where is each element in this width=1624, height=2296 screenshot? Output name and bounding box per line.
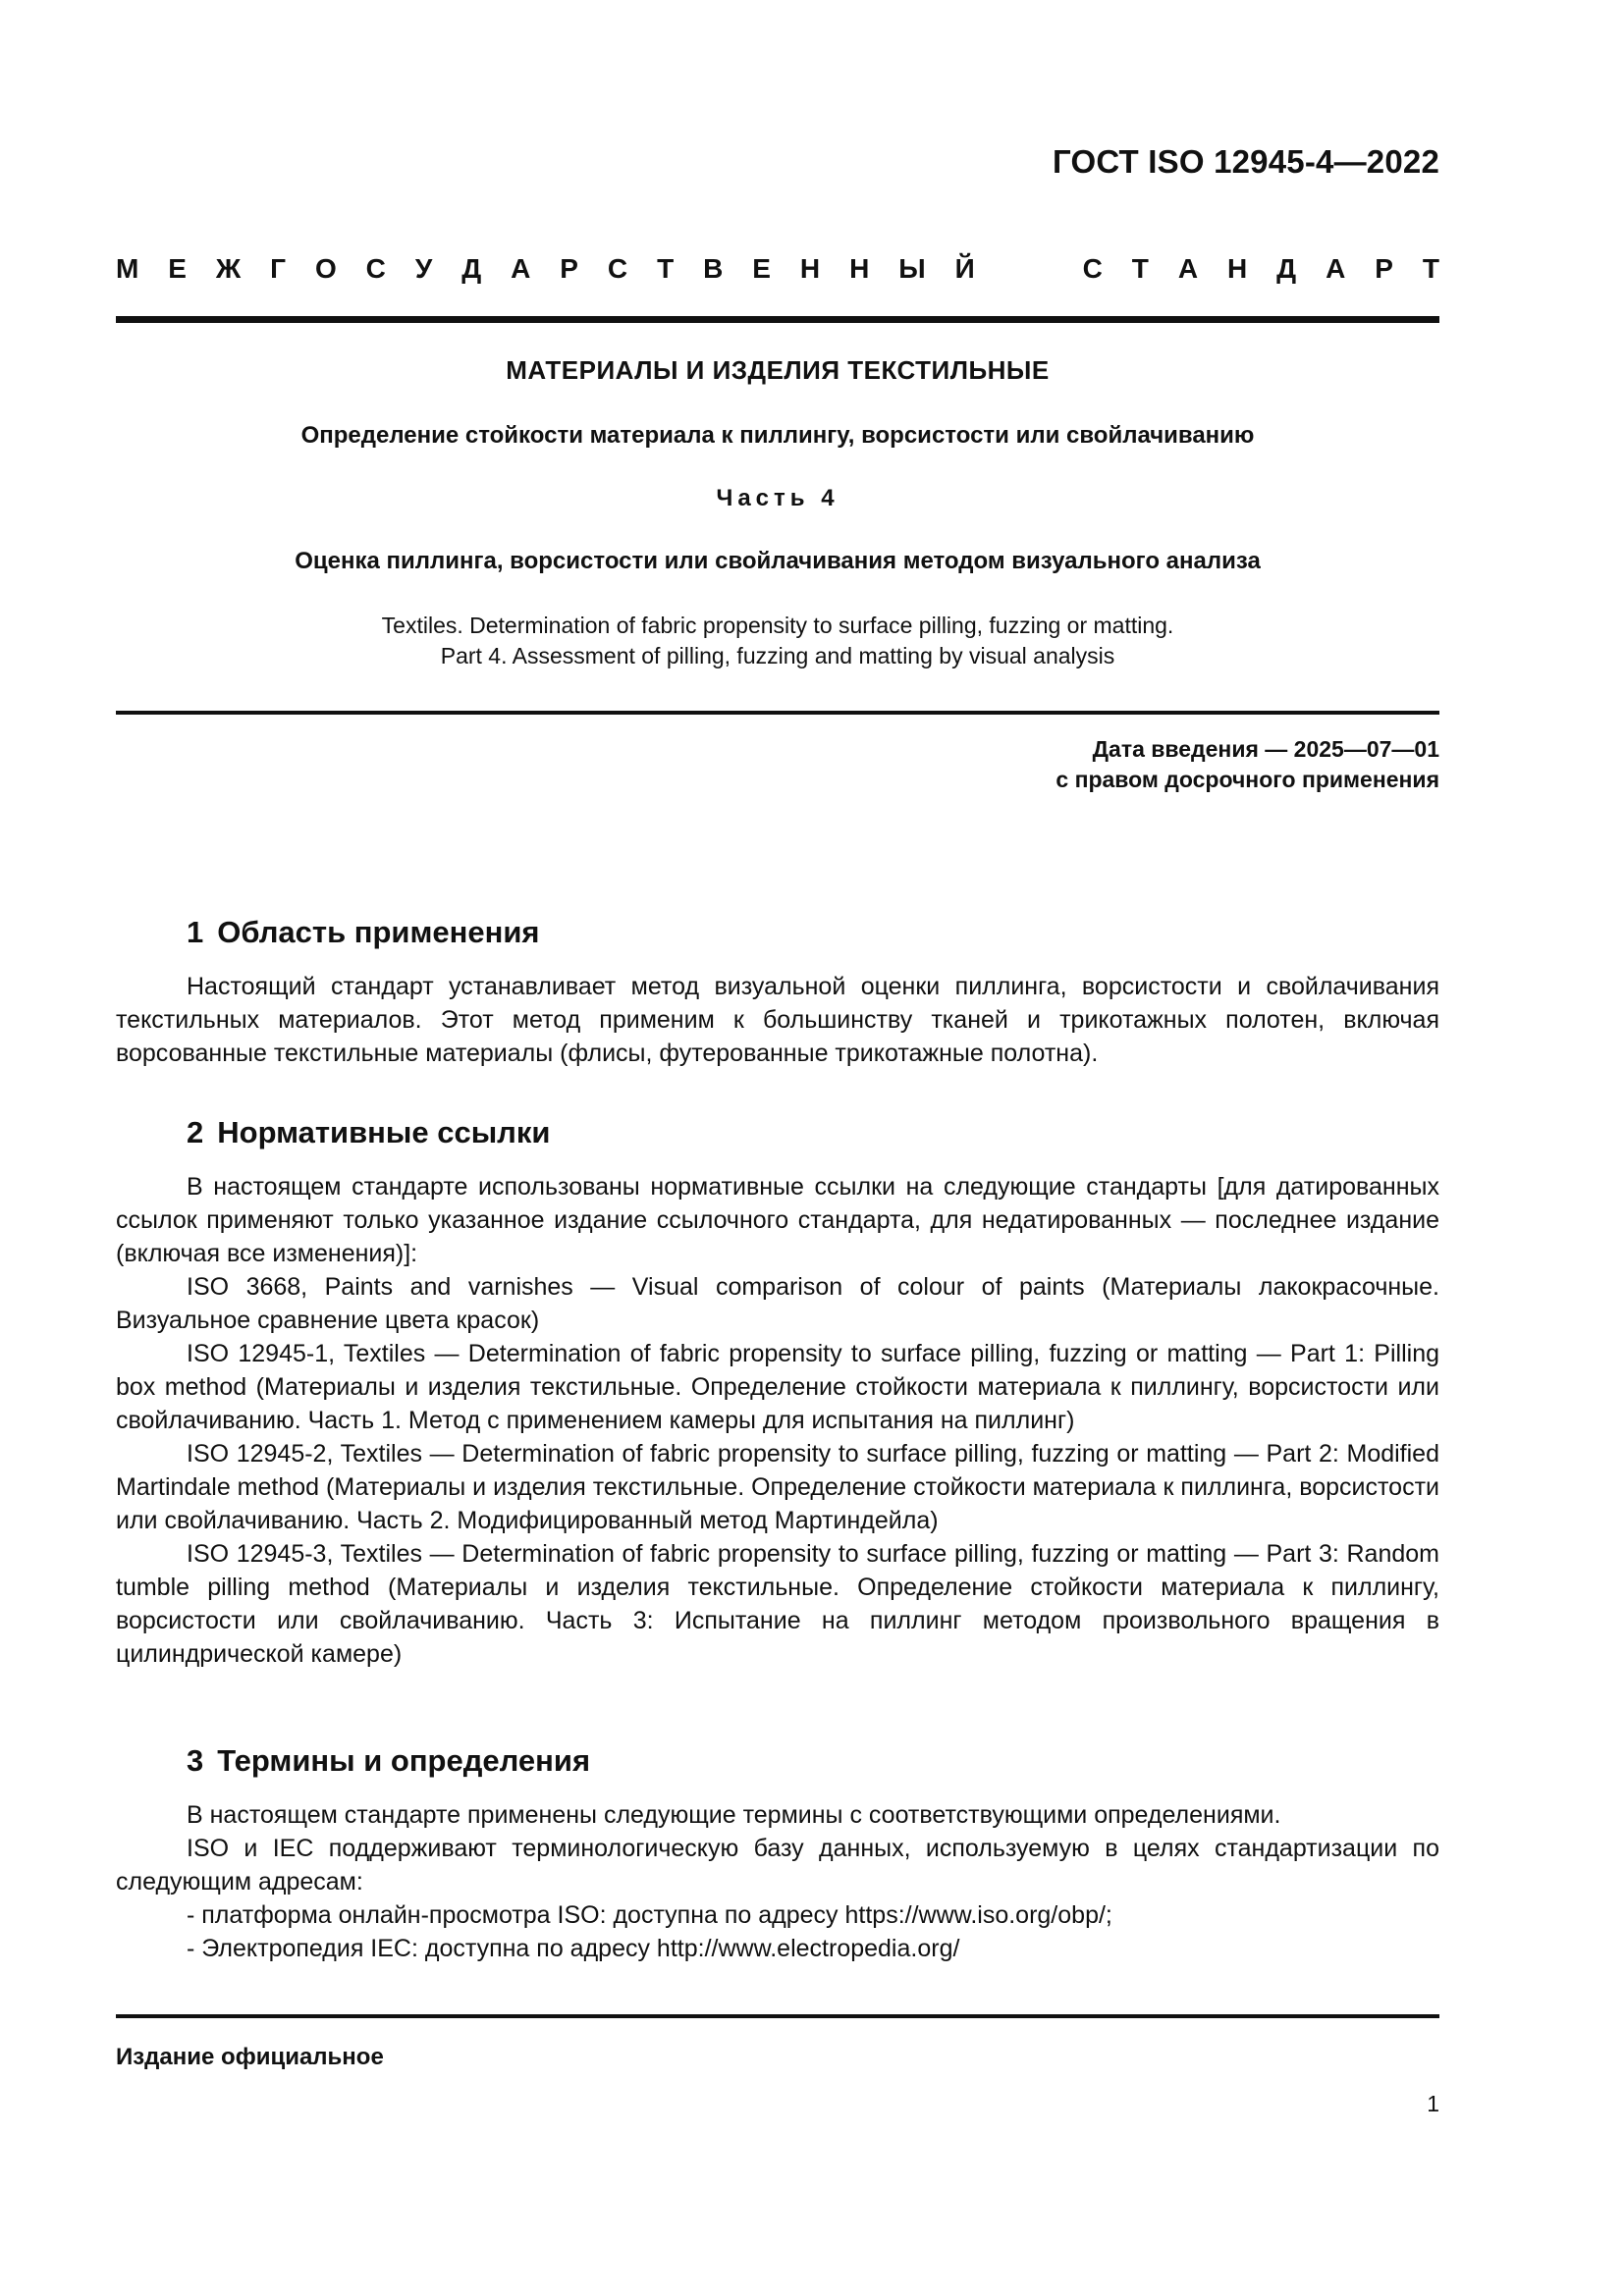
section-title: Термины и определения — [217, 1743, 591, 1778]
section-number: 2 — [187, 1115, 204, 1149]
banner-letter: Ж — [215, 253, 242, 284]
banner-word-gap — [1004, 253, 1054, 285]
banner-letter: Ы — [898, 253, 926, 284]
banner-letter: Г — [270, 253, 287, 284]
banner-letter: Е — [168, 253, 187, 284]
banner-letter: А — [1177, 253, 1199, 284]
section-number: 1 — [187, 915, 204, 949]
banner-letter: Н — [1227, 253, 1248, 284]
section-title: Нормативные ссылки — [217, 1115, 551, 1149]
banner-letter: С — [365, 253, 386, 284]
paragraph: ISO и IEC поддерживают терминологическую базу данных, используемую в целях стандартизации по следующим адресам: — [116, 1835, 1439, 1896]
early-use-note: с правом досрочного применения — [1056, 767, 1439, 792]
banner-letter: В — [703, 253, 724, 284]
english-title — [116, 611, 1439, 671]
section-body — [116, 1170, 1439, 1671]
banner-letter: Т — [1131, 253, 1149, 284]
section-heading — [187, 915, 540, 950]
section-heading — [187, 1115, 550, 1150]
banner-letter: О — [314, 253, 337, 284]
banner-letter: У — [414, 253, 433, 284]
list-item: - Электропедия IEC: доступна по адресу http://www.electropedia.org/ — [187, 1935, 960, 1962]
introduction-date-line: Дата введения — 2025—07—01 — [1092, 736, 1439, 762]
banner-letter: Д — [461, 253, 482, 284]
banner-letter: Д — [1276, 253, 1297, 284]
footer-rule — [116, 2014, 1439, 2018]
banner-letter: Т — [657, 253, 675, 284]
part-title: Оценка пиллинга, ворсистости или свойлачивания методом визуального анализа — [295, 548, 1261, 574]
banner-letter: М — [116, 253, 139, 284]
official-edition-label: Издание официальное — [116, 2044, 384, 2070]
reference-item: ISO 12945-3, Textiles — Determination of fabric propensity to surface pilling, fuzzing or matting — Part 3: Random tumble pilling method (Материалы и изделия текстильные. Определение стойкости материала к пиллингу, ворсистости или свойлачиванию. Часть 3: Испытание на пиллинг методом произвольного вращения в цилиндрической камере) — [116, 1540, 1439, 1668]
section-title: Область применения — [217, 915, 540, 949]
banner-letter: С — [607, 253, 628, 284]
banner-letter: Й — [954, 253, 975, 284]
document-number: ГОСТ ISO 12945-4—2022 — [1052, 143, 1439, 180]
banner-letter: Р — [1375, 253, 1393, 284]
paragraph: В настоящем стандарте использованы нормативные ссылки на следующие стандарты [для датированных ссылок применяют только указанное издание ссылочного стандарта, для недатированных — последнее издание (включая все изменения)]: — [116, 1173, 1439, 1267]
title-sub: Определение стойкости материала к пиллингу, ворсистости или свойлачиванию — [300, 422, 1255, 449]
banner-letter: А — [511, 253, 531, 284]
banner-letter: Е — [752, 253, 771, 284]
section-body — [116, 1798, 1439, 1965]
title-rule — [116, 711, 1439, 715]
introduction-date — [1056, 734, 1439, 795]
reference-item: ISO 3668, Paints and varnishes — Visual comparison of colour of paints (Материалы лакокрасочные. Визуальное сравнение цвета красок) — [116, 1273, 1439, 1334]
reference-item: ISO 12945-1, Textiles — Determination of fabric propensity to surface pilling, fuzzing or matting — Part 1: Pilling box method (Материалы и изделия текстильные. Определение стойкости материала к пиллингу, ворсистости или свойлачиванию. Часть 1. Метод с применением камеры для испытания на пиллинг) — [116, 1340, 1439, 1434]
paragraph: В настоящем стандарте применены следующие термины с соответствующими определениями. — [187, 1801, 1281, 1829]
title-main: МАТЕРИАЛЫ И ИЗДЕЛИЯ ТЕКСТИЛЬНЫЕ — [506, 355, 1050, 385]
reference-item: ISO 12945-2, Textiles — Determination of fabric propensity to surface pilling, fuzzing or matting — Part 2: Modified Martindale method (Материалы и изделия текстильные. Определение стойкости материала к пиллинга, ворсистости или свойлачиванию. Часть 2. Модифицированный метод Мартиндейла) — [116, 1440, 1439, 1534]
paragraph: Настоящий стандарт устанавливает метод визуальной оценки пиллинга, ворсистости и свойлачивания текстильных материалов. Этот метод применим к большинству тканей и трикотажных полотен, включая ворсованные текстильные материалы (флисы, футерованные трикотажные полотна). — [116, 973, 1439, 1067]
header-rule — [116, 316, 1439, 323]
part-label: Часть 4 — [716, 485, 839, 511]
section-number: 3 — [187, 1743, 204, 1778]
english-title-line: Part 4. Assessment of pilling, fuzzing and matting by visual analysis — [440, 643, 1115, 668]
english-title-line: Textiles. Determination of fabric propensity to surface pilling, fuzzing or matting. — [381, 613, 1174, 638]
banner-letter: Т — [1422, 253, 1439, 284]
section-heading — [187, 1743, 590, 1779]
banner-letter: С — [1082, 253, 1103, 284]
section-body — [116, 970, 1439, 1070]
page-number: 1 — [1427, 2091, 1439, 2116]
banner-letter: Р — [560, 253, 578, 284]
document-page — [116, 0, 1439, 2296]
list-item: - платформа онлайн-просмотра ISO: доступна по адресу https://www.iso.org/obp/; — [187, 1901, 1112, 1929]
banner-letter: Н — [849, 253, 870, 284]
banner-letter: А — [1326, 253, 1346, 284]
banner-letter: Н — [799, 253, 821, 284]
interstate-standard-banner — [116, 253, 1439, 285]
